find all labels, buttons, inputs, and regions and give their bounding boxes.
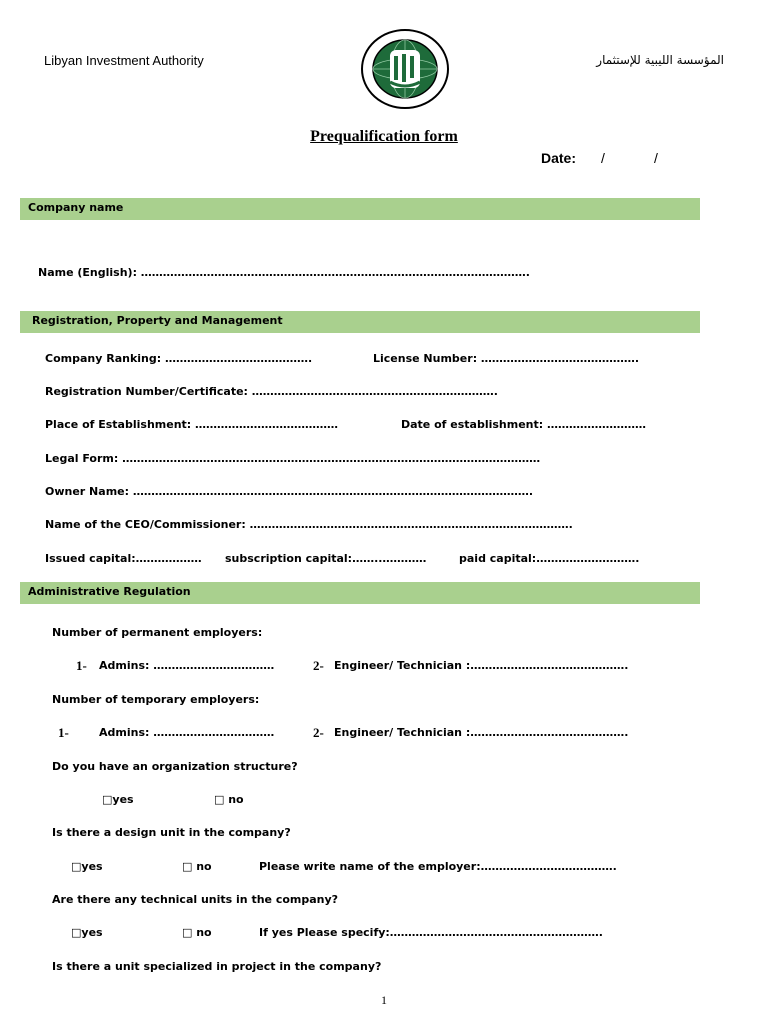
legal-form-field[interactable]: Legal Form: …………………………………………………………………………………………………… <box>45 452 541 465</box>
design-unit-no-checkbox[interactable]: □ no <box>182 860 212 873</box>
owner-name-field[interactable]: Owner Name: ………………………………………………………………………………………………. <box>45 485 534 498</box>
list-number: 1- <box>76 658 87 673</box>
section-heading: Company name <box>28 201 124 214</box>
question-design-unit: Is there a design unit in the company? <box>52 826 291 839</box>
technical-units-yes-checkbox[interactable]: □yes <box>71 926 103 939</box>
lia-logo <box>360 28 450 110</box>
section-heading: Administrative Regulation <box>28 585 191 598</box>
company-ranking-field[interactable]: Company Ranking: …………………………………. <box>45 352 313 365</box>
ceo-name-field[interactable]: Name of the CEO/Commissioner: ……………………………………………………………………………. <box>45 518 573 531</box>
date-of-establishment-field[interactable]: Date of establishment: ……………………… <box>401 418 646 431</box>
list-number: 2- <box>313 658 324 673</box>
header-organization-name: Libyan Investment Authority <box>44 53 204 68</box>
permanent-employers-label: Number of permanent employers: <box>52 626 263 639</box>
subscription-capital-field[interactable]: subscription capital:……..………… <box>225 552 427 565</box>
question-organization-structure: Do you have an organization structure? <box>52 760 298 773</box>
form-title: Prequalification form <box>310 128 458 145</box>
specify-technical-units-field[interactable]: If yes Please specify:…………………………………………………. <box>259 926 603 939</box>
place-of-establishment-field[interactable]: Place of Establishment: ………………………………… <box>45 418 339 431</box>
date-separator: / <box>601 150 605 166</box>
paid-capital-field[interactable]: paid capital:………………………. <box>459 552 640 565</box>
temporary-admins-field[interactable]: Admins: …………………………… <box>99 726 275 739</box>
permanent-engineer-field[interactable]: Engineer/ Technician :……………………………………. <box>334 659 629 672</box>
temporary-engineer-field[interactable]: Engineer/ Technician :……………………………………. <box>334 726 629 739</box>
list-number: 1- <box>58 725 69 740</box>
employer-name-field[interactable]: Please write name of the employer:………………………………. <box>259 860 617 873</box>
section-bar-administrative-regulation <box>20 582 700 604</box>
issued-capital-field[interactable]: Issued capital:……………… <box>45 552 202 565</box>
date-separator: / <box>654 150 658 166</box>
question-technical-units: Are there any technical units in the company? <box>52 893 339 906</box>
date-label: Date: <box>541 150 577 166</box>
header-organization-name-arabic: المؤسسة الليبية للإستثمار <box>596 53 724 67</box>
section-heading: Registration, Property and Management <box>32 314 283 327</box>
temporary-employers-label: Number of temporary employers: <box>52 693 260 706</box>
technical-units-no-checkbox[interactable]: □ no <box>182 926 212 939</box>
page-number: 1 <box>381 993 387 1007</box>
registration-number-field[interactable]: Registration Number/Certificate: …………………………………………………………. <box>45 385 498 398</box>
design-unit-yes-checkbox[interactable]: □yes <box>71 860 103 873</box>
section-bar-registration <box>20 311 700 333</box>
permanent-admins-field[interactable]: Admins: …………………………… <box>99 659 275 672</box>
name-english-field[interactable]: Name (English): ……………………………………………………………………………………………. <box>38 266 530 279</box>
list-number: 2- <box>313 725 324 740</box>
question-project-unit: Is there a unit specialized in project in the company? <box>52 960 382 973</box>
org-structure-no-checkbox[interactable]: □ no <box>214 793 244 806</box>
section-bar-company-name <box>20 198 700 220</box>
license-number-field[interactable]: License Number: ……………………………………. <box>373 352 640 365</box>
org-structure-yes-checkbox[interactable]: □yes <box>102 793 134 806</box>
